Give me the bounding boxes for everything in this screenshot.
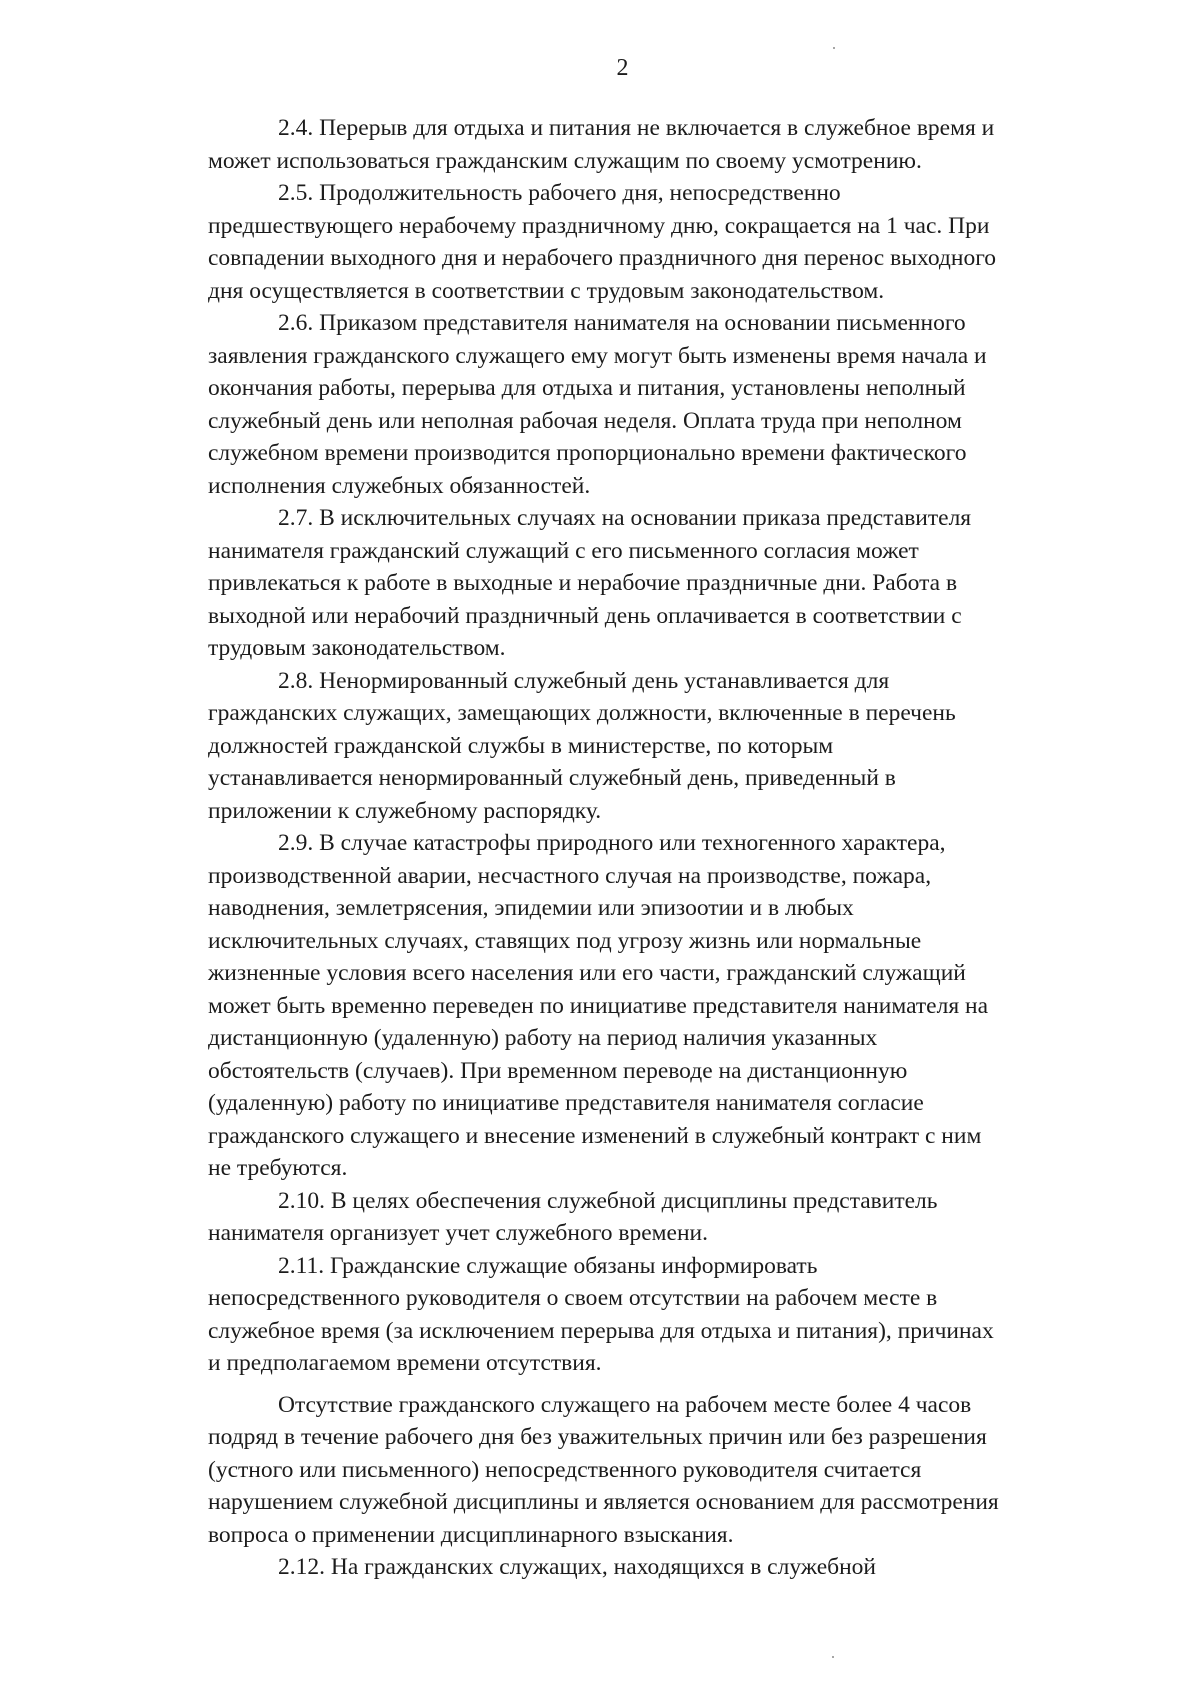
paragraph-2-10: 2.10. В целях обеспечения служебной дисциплины представитель нанимателя организует учет служебного времени. bbox=[208, 1187, 938, 1246]
page-number: 2 bbox=[616, 55, 629, 81]
paragraph-2-8: 2.8. Ненормированный служебный день устанавливается для гражданских служащих, замещающих должности, включенные в перечень должностей гражданской службы в министерстве, по которым устанавливается ненормированный служебный день, приведенный в приложении к служебному распорядку. bbox=[208, 667, 956, 824]
paragraph-2-6: 2.6. Приказом представителя нанимателя на основании письменного заявления гражданского служащего ему могут быть изменены время начала и окончания работы, перерыва для отдыха и питания, установлены неполный служебный день или неполная рабочая неделя. Оплата труда при неполном служебном времени производится пропорционально времени фактического исполнения служебных обязанностей. bbox=[208, 310, 987, 499]
paragraph-2-7: 2.7. В исключительных случаях на основании приказа представителя нанимателя гражданский служащий с его письменного согласия может привлекаться к работе в выходные и нерабочие праздничные дни. Работа в выходной или нерабочий праздничный день оплачивается в соответствии с трудовым законодательством. bbox=[208, 505, 972, 661]
paragraph-2-12: 2.12. На гражданских служащих, находящихся в служебной bbox=[278, 1554, 876, 1580]
document-body bbox=[208, 112, 1160, 1584]
paragraph-2-11-absence: Отсутствие гражданского служащего на рабочем месте более 4 часов подряд в течение рабочего дня без уважительных причин или без разрешения (устного или письменного) непосредственного руководителя считается нарушением служебной дисциплины и является основанием для рассмотрения вопроса о применении дисциплинарного взыскания. bbox=[208, 1391, 999, 1548]
scan-speck bbox=[832, 1656, 834, 1658]
paragraph-2-5: 2.5. Продолжительность рабочего дня, непосредственно предшествующего нерабочему праздничному дню, сокращается на 1 час. При совпадении выходного дня и нерабочего праздничного дня перенос выходного дня осуществляется в соответствии с трудовым законодательством. bbox=[208, 180, 996, 304]
scan-speck bbox=[833, 47, 835, 49]
paragraph-2-4: 2.4. Перерыв для отдыха и питания не включается в служебное время и может использоваться гражданским служащим по своему усмотрению. bbox=[208, 115, 995, 174]
paragraph-2-11: 2.11. Гражданские служащие обязаны информировать непосредственного руководителя о своем отсутствии на рабочем месте в служебное время (за исключением перерыва для отдыха и питания), причинах и предполагаемом времени отсутствия. bbox=[208, 1252, 994, 1376]
paragraph-2-9: 2.9. В случае катастрофы природного или техногенного характера, производственной аварии, несчастного случая на производстве, пожара, наводнения, землетрясения, эпидемии или эпизоотии и в любых исключительных случаях, ставящих под угрозу жизнь или нормальные жизненные условия всего населения или его части, гражданский служащий может быть временно переведен по инициативе представителя нанимателя на дистанционную (удаленную) работу на период наличия указанных обстоятельств (случаев). При временном переводе на дистанционную (удаленную) работу по инициативе представителя нанимателя согласие гражданского служащего и внесение изменений в служебный контракт с ним не требуются. bbox=[208, 830, 989, 1181]
